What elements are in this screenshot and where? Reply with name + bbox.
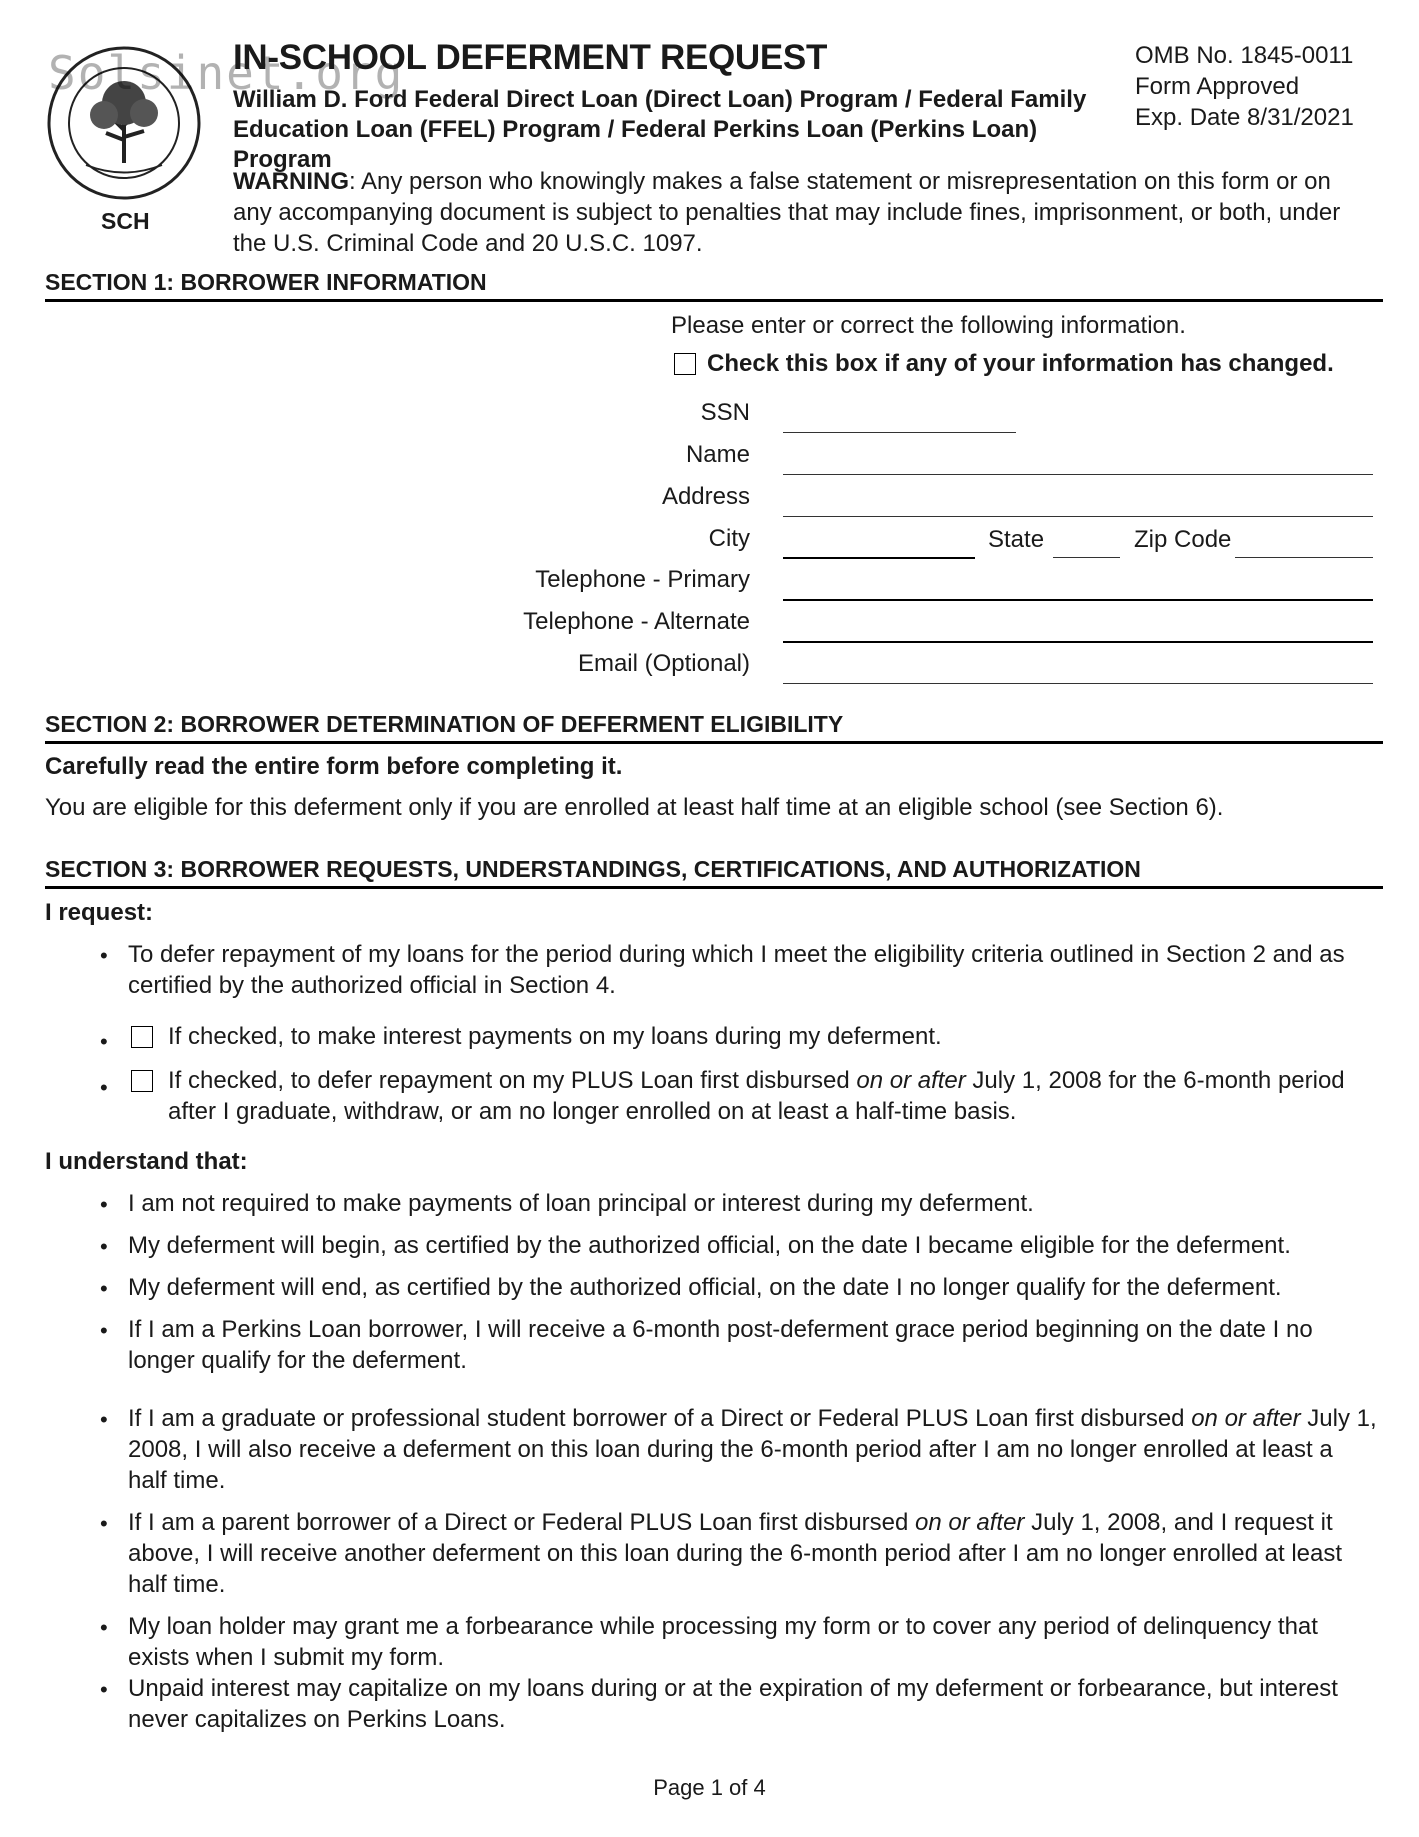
warning-text: : Any person who knowingly makes a false statement or misrepresentation on this form or on any accompanying document is subject to penalties that may include fines, imprisonment, or both, under the U.S. Criminal Code and 20 U.S.C. 1097. xyxy=(233,168,1341,257)
phone-primary-label: Telephone - Primary xyxy=(535,566,750,593)
name-label: Name xyxy=(685,441,750,468)
bullet: • xyxy=(100,1511,108,1536)
understand-item-3: My deferment will end, as certified by the authorized official, on the date I no longer qualify for the deferment. xyxy=(128,1274,1282,1301)
omb-info xyxy=(1135,40,1354,133)
understand-item-1: I am not required to make payments of loan principal or interest during my deferment. xyxy=(128,1190,1034,1217)
bullet: • xyxy=(100,1677,108,1702)
request-item-3: If checked, to defer repayment on my PLUS Loan first disbursed on or after July 1, 2008 for the 6-month period after I graduate, withdraw, or am no longer enrolled on at least a half-time basis. xyxy=(168,1067,1345,1125)
address-field[interactable] xyxy=(783,516,1373,517)
page-number: Page 1 of 4 xyxy=(653,1775,766,1800)
request-heading: I request: xyxy=(45,899,154,926)
bullet: • xyxy=(100,1318,108,1343)
subtitle-line-2: Education Loan (FFEL) Program / Federal Perkins Loan (Perkins Loan) Program xyxy=(233,116,1038,173)
bullet: • xyxy=(100,1276,108,1301)
email-label: Email (Optional) xyxy=(577,650,750,677)
state-field[interactable] xyxy=(1053,557,1120,558)
bullet: • xyxy=(100,1407,108,1432)
understand-item-8: Unpaid interest may capitalize on my loans during or at the expiration of my deferment or forbearance, but interest never capitalizes on Perkins Loans. xyxy=(128,1675,1338,1733)
phone-primary-field[interactable] xyxy=(783,599,1373,601)
section-1-heading: SECTION 1: BORROWER INFORMATION xyxy=(45,269,1383,302)
exp-date: Exp. Date 8/31/2021 xyxy=(1135,104,1354,131)
address-label: Address xyxy=(661,483,750,510)
warning-label: WARNING xyxy=(233,168,349,195)
interest-payments-checkbox[interactable] xyxy=(131,1026,153,1048)
section-2-heading: SECTION 2: BORROWER DETERMINATION OF DEFERMENT ELIGIBILITY xyxy=(45,711,1383,744)
city-field[interactable] xyxy=(783,557,975,559)
section-2-note: Carefully read the entire form before completing it. xyxy=(45,753,623,780)
watermark-text: Solsinet.org xyxy=(48,46,405,100)
info-changed-label: Check this box if any of your information has changed. xyxy=(707,350,1334,377)
section-1-instruction: Please enter or correct the following information. xyxy=(671,312,1186,339)
understand-item-7: My loan holder may grant me a forbearance while processing my form or to cover any period of delinquency that exists when I submit my form. xyxy=(128,1613,1318,1671)
plus-loan-deferment-checkbox[interactable] xyxy=(131,1070,153,1092)
bullet: • xyxy=(100,1615,108,1640)
understand-item-2: My deferment will begin, as certified by the authorized official, on the date I became eligible for the deferment. xyxy=(128,1232,1291,1259)
bullet: • xyxy=(100,943,108,968)
bullet: • xyxy=(100,1234,108,1259)
understand-item-6: If I am a parent borrower of a Direct or Federal PLUS Loan first disbursed on or after July 1, 2008, and I request it above, I will receive another deferment on this loan during the 6-month period after I am no longer enrolled at least half time. xyxy=(128,1509,1343,1598)
state-label: State xyxy=(988,526,1045,553)
omb-number: OMB No. 1845-0011 xyxy=(1135,42,1354,69)
info-changed-checkbox[interactable] xyxy=(674,353,696,375)
bullet: • xyxy=(100,1029,108,1054)
phone-alternate-label: Telephone - Alternate xyxy=(523,608,750,635)
bullet: • xyxy=(100,1075,108,1100)
ssn-field[interactable] xyxy=(783,432,1016,433)
warning-paragraph xyxy=(233,166,1363,259)
ssn-label: SSN xyxy=(700,399,750,426)
form-subtitle xyxy=(233,85,1133,175)
request-item-1: To defer repayment of my loans for the period during which I meet the eligibility criteria outlined in Section 2 and as certified by the authorized official in Section 4. xyxy=(128,941,1345,999)
city-label: City xyxy=(708,525,750,552)
form-title: IN-SCHOOL DEFERMENT REQUEST xyxy=(233,38,828,77)
section-2-text: You are eligible for this deferment only if you are enrolled at least half time at an eligible school (see Section 6). xyxy=(45,794,1224,821)
zip-label: Zip Code xyxy=(1134,526,1232,553)
understand-item-4: If I am a Perkins Loan borrower, I will receive a 6-month post-deferment grace period beginning on the date I no longer qualify for the deferment. xyxy=(128,1316,1313,1374)
name-field[interactable] xyxy=(783,474,1373,475)
form-approved: Form Approved xyxy=(1135,73,1300,100)
request-item-2: If checked, to make interest payments on my loans during my deferment. xyxy=(168,1023,942,1050)
subtitle-line-1: William D. Ford Federal Direct Loan (Direct Loan) Program / Federal Family xyxy=(233,86,1087,113)
understand-heading: I understand that: xyxy=(45,1148,248,1175)
zip-field[interactable] xyxy=(1235,557,1373,558)
bullet: • xyxy=(100,1192,108,1217)
understand-item-5: If I am a graduate or professional student borrower of a Direct or Federal PLUS Loan first disbursed on or after July 1, 2008, I will also receive a deferment on this loan during the 6-month period after I am no longer enrolled at least a half time. xyxy=(128,1405,1377,1494)
section-3-heading: SECTION 3: BORROWER REQUESTS, UNDERSTANDINGS, CERTIFICATIONS, AND AUTHORIZATION xyxy=(45,856,1383,889)
phone-alternate-field[interactable] xyxy=(783,641,1373,643)
seal-code: SCH xyxy=(101,208,150,234)
email-field[interactable] xyxy=(783,683,1373,684)
